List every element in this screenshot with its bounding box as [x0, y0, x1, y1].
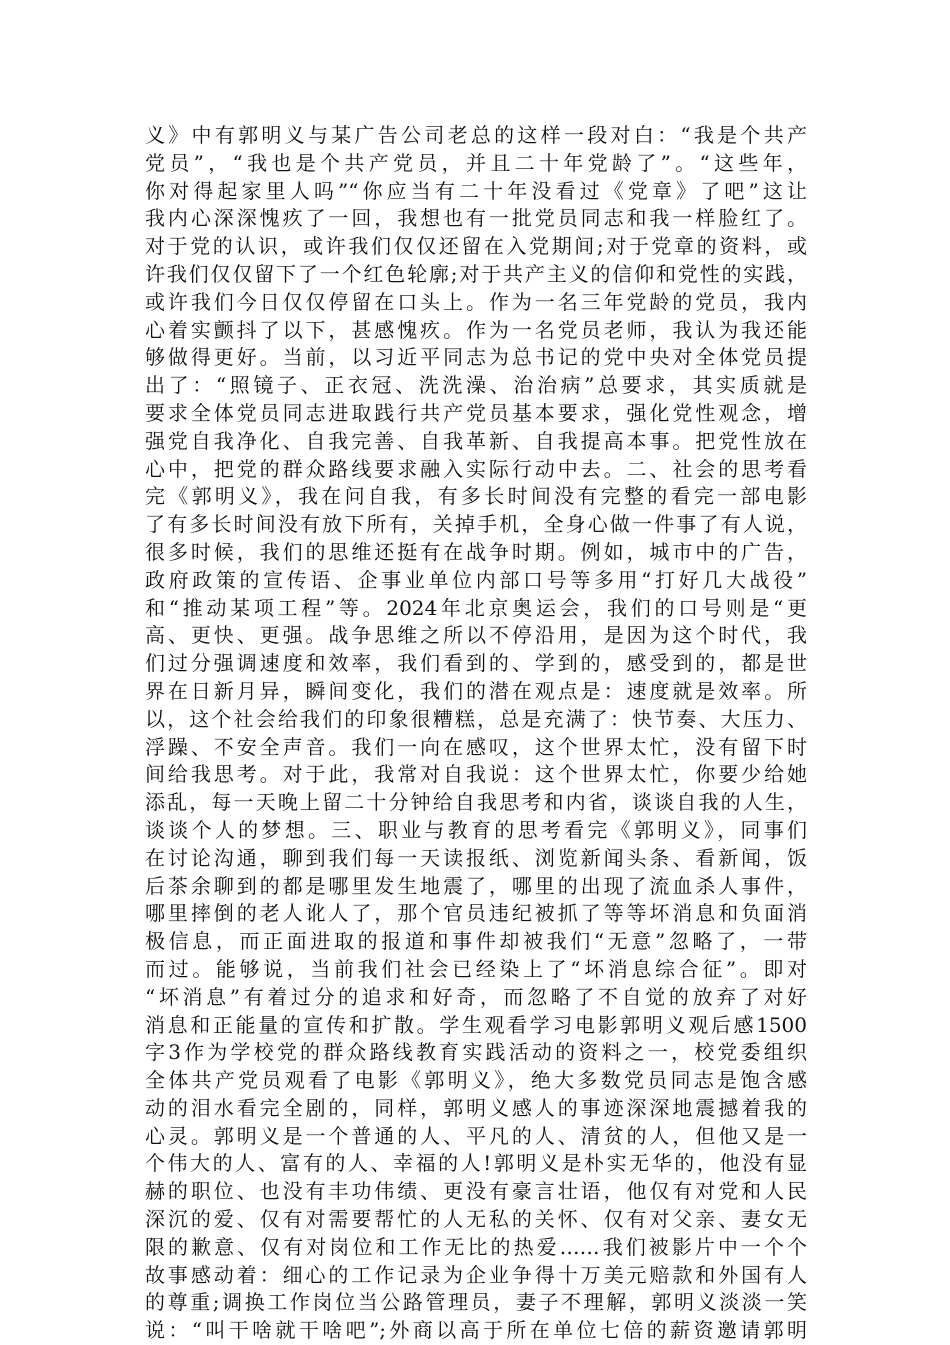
text-line: 添乱，每一天晚上留二十分钟给自我思考和内省，谈谈自我的人生， [145, 790, 807, 815]
text-line: 很多时候，我们的思维还挺有在战争时期。例如，城市中的广告， [145, 539, 807, 564]
text-line: 以，这个社会给我们的印象很糟糕，总是充满了：快节奏、大压力、 [145, 706, 807, 731]
text-line: 完《郭明义》，我在问自我，有多长时间没有完整的看完一部电影 [145, 484, 807, 509]
text-line: 们过分强调速度和效率，我们看到的、学到的，感受到的，都是世 [145, 651, 807, 676]
text-line: 极信息，而正面进取的报道和事件却被我们“无意”忽略了，一带 [145, 929, 807, 954]
text-line: “坏消息”有着过分的追求和好奇，而忽略了不自觉的放弃了对好 [145, 984, 807, 1009]
text-line: 够做得更好。当前，以习近平同志为总书记的党中央对全体党员提 [145, 345, 807, 370]
text-line: 界在日新月异，瞬间变化，我们的潜在观点是：速度就是效率。所 [145, 678, 807, 703]
text-line: 后茶余聊到的都是哪里发生地震了，哪里的出现了流血杀人事件， [145, 873, 807, 898]
text-line: 说：“叫干啥就干啥吧”;外商以高于所在单位七倍的薪资邀请郭明 [145, 1318, 807, 1343]
text-line: 和“推动某项工程”等。2024年北京奥运会，我们的口号则是“更 [145, 595, 807, 620]
text-line: 我内心深深愧疚了一回，我想也有一批党员同志和我一样脸红了。 [145, 206, 807, 231]
text-line: 消息和正能量的宣传和扩散。学生观看学习电影郭明义观后感1500 [145, 1012, 807, 1037]
text-line: 心灵。郭明义是一个普通的人、平凡的人、清贫的人，但他又是一 [145, 1123, 807, 1148]
text-line: 政府政策的宣传语、企事业单位内部口号等多用“打好几大战役” [145, 567, 807, 592]
text-line: 字3作为学校党的群众路线教育实践活动的资料之一，校党委组织 [145, 1040, 807, 1065]
text-line: 浮躁、不安全声音。我们一向在感叹，这个世界太忙，没有留下时 [145, 734, 807, 759]
text-line: 故事感动着：细心的工作记录为企业争得十万美元赔款和外国有人 [145, 1262, 807, 1287]
text-line: 许我们仅仅留下了一个红色轮廓;对于共产主义的信仰和党性的实践， [145, 261, 807, 286]
text-line: 而过。能够说，当前我们社会已经染上了“坏消息综合征”。即对 [145, 956, 807, 981]
text-line: 个伟大的人、富有的人、幸福的人!郭明义是朴实无华的，他没有显 [145, 1151, 807, 1176]
text-line: 出了：“照镜子、正衣冠、洗洗澡、治治病”总要求，其实质就是 [145, 373, 807, 398]
text-line: 你对得起家里人吗”“你应当有二十年没看过《党章》了吧”这让 [145, 178, 807, 203]
text-line: 义》中有郭明义与某广告公司老总的这样一段对白：“我是个共产 [145, 123, 807, 147]
text-line: 动的泪水看完全剧的，同样，郭明义感人的事迹深深地震撼着我的 [145, 1095, 807, 1120]
text-line: 强党自我净化、自我完善、自我革新、自我提高本事。把党性放在 [145, 428, 807, 453]
body-text [145, 122, 807, 1345]
text-line: 或许我们今日仅仅停留在口头上。作为一名三年党龄的党员，我内 [145, 289, 807, 314]
text-line: 了有多长时间没有放下所有，关掉手机，全身心做一件事了有人说， [145, 512, 807, 537]
text-line: 限的歉意、仅有对岗位和工作无比的热爱……我们被影片中一个个 [145, 1234, 807, 1259]
text-line: 高、更快、更强。战争思维之所以不停沿用，是因为这个时代，我 [145, 623, 807, 648]
text-line: 心着实颤抖了以下，甚感愧疚。作为一名党员老师，我认为我还能 [145, 317, 807, 342]
text-line: 心中，把党的群众路线要求融入实际行动中去。二、社会的思考看 [145, 456, 807, 481]
text-line: 全体共产党员观看了电影《郭明义》，绝大多数党员同志是饱含感 [145, 1068, 807, 1093]
text-line: 的尊重;调换工作岗位当公路管理员，妻子不理解，郭明义淡淡一笑 [145, 1290, 807, 1315]
text-line: 党员”，“我也是个共产党员，并且二十年党龄了”。“这些年， [145, 150, 807, 175]
text-line: 间给我思考。对于此，我常对自我说：这个世界太忙，你要少给她 [145, 762, 807, 787]
text-line: 深沉的爱、仅有对需要帮忙的人无私的关怀、仅有对父亲、妻女无 [145, 1207, 807, 1232]
text-line: 在讨论沟通，聊到我们每一天读报纸、浏览新闻头条、看新闻，饭 [145, 845, 807, 870]
text-line: 对于党的认识，或许我们仅仅还留在入党期间;对于党章的资料，或 [145, 234, 807, 259]
text-line: 赫的职位、也没有丰功伟绩、更没有豪言壮语，他仅有对党和人民 [145, 1179, 807, 1204]
text-line: 谈谈个人的梦想。三、职业与教育的思考看完《郭明义》，同事们 [145, 817, 807, 842]
text-line: 要求全体党员同志进取践行共产党员基本要求，强化党性观念，增 [145, 400, 807, 425]
text-line: 哪里摔倒的老人讹人了，那个官员违纪被抓了等等坏消息和负面消 [145, 901, 807, 926]
